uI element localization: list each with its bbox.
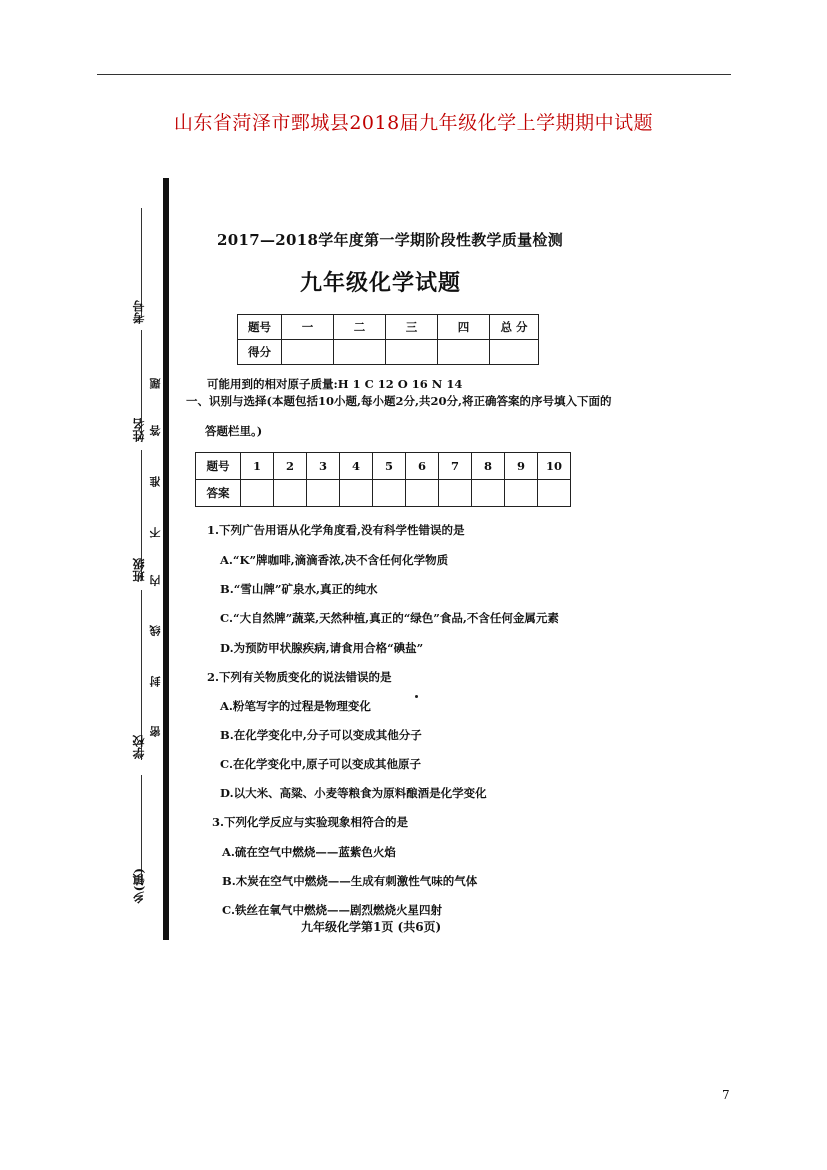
- answer-table-row: [196, 453, 571, 480]
- answer-cell: 3: [307, 453, 340, 480]
- answer-input-cell[interactable]: [505, 480, 538, 507]
- exam-page-footer: 九年级化学第1页 (共6页): [301, 920, 442, 934]
- answer-cell: 7: [439, 453, 472, 480]
- question-option: D.为预防甲状腺疾病,请食用合格“碘盐”: [220, 641, 424, 655]
- answer-cell: 4: [340, 453, 373, 480]
- score-input-cell[interactable]: [438, 340, 490, 365]
- question-option: A.粉笔写字的过程是物理变化: [220, 699, 371, 713]
- score-table-row: [238, 340, 539, 365]
- seal-char: 线: [149, 625, 162, 636]
- seal-char: 内: [149, 575, 162, 586]
- score-input-cell[interactable]: [386, 340, 438, 365]
- seal-char: 密: [149, 726, 162, 737]
- answer-input-cell[interactable]: [406, 480, 439, 507]
- exam-title: 九年级化学试题: [300, 270, 462, 296]
- answer-input-cell[interactable]: [340, 480, 373, 507]
- score-input-cell[interactable]: [282, 340, 334, 365]
- score-cell: 二: [334, 315, 386, 340]
- town-label: 乡(镇): [132, 868, 146, 904]
- scan-speck: [415, 695, 418, 698]
- binding-bar: [163, 178, 169, 940]
- answer-cell: 2: [274, 453, 307, 480]
- score-cell: 四: [438, 315, 490, 340]
- section1-instructions-cont: 答题栏里。): [205, 424, 263, 438]
- question-stem: 1.下列广告用语从化学角度看,没有科学性错误的是: [207, 523, 465, 537]
- question-option: C.“大自然牌”蔬菜,天然种植,真正的“绿色”食品,不含任何金属元素: [220, 611, 559, 625]
- question-option: A.硫在空气中燃烧——蓝紫色火焰: [222, 845, 396, 859]
- answer-input-cell[interactable]: [241, 480, 274, 507]
- seal-char: 准: [149, 476, 162, 487]
- score-input-cell[interactable]: [490, 340, 539, 365]
- exam-no-label: 考号: [132, 300, 146, 324]
- answer-input-cell[interactable]: [373, 480, 406, 507]
- answer-input-cell[interactable]: [274, 480, 307, 507]
- score-cell: 题号: [238, 315, 282, 340]
- school-label: 学校: [132, 735, 146, 759]
- answer-table: [195, 452, 571, 507]
- score-table: [237, 314, 539, 365]
- page-number: 7: [722, 1088, 730, 1102]
- answer-cell: 答案: [196, 480, 241, 507]
- answer-cell: 6: [406, 453, 439, 480]
- question-stem: 3.下列化学反应与实验现象相符合的是: [212, 815, 409, 829]
- name-label: 姓名: [132, 418, 146, 442]
- seal-char: 答: [149, 425, 162, 436]
- score-cell: 总 分: [490, 315, 539, 340]
- question-option: D.以大米、高粱、小麦等粮食为原料酿酒是化学变化: [220, 786, 487, 800]
- answer-input-cell[interactable]: [538, 480, 571, 507]
- answer-cell: 1: [241, 453, 274, 480]
- answer-cell: 9: [505, 453, 538, 480]
- question-option: B.“雪山牌”矿泉水,真正的纯水: [220, 582, 378, 596]
- score-cell: 三: [386, 315, 438, 340]
- answer-table-row: [196, 480, 571, 507]
- seal-char: 不: [149, 527, 162, 538]
- question-option: C.在化学变化中,原子可以变成其他原子: [220, 757, 421, 771]
- seal-char: 题: [149, 378, 162, 389]
- answer-input-cell[interactable]: [439, 480, 472, 507]
- score-table-row: [238, 315, 539, 340]
- question-stem: 2.下列有关物质变化的说法错误的是: [207, 670, 392, 684]
- score-cell: 得分: [238, 340, 282, 365]
- answer-cell: 8: [472, 453, 505, 480]
- section1-instructions: 一、识别与选择(本题包括10小题,每小题2分,共20分,将正确答案的序号填入下面的: [186, 394, 612, 408]
- score-input-cell[interactable]: [334, 340, 386, 365]
- question-option: A.“K”牌咖啡,滴滴香浓,决不含任何化学物质: [220, 553, 449, 567]
- score-cell: 一: [282, 315, 334, 340]
- answer-input-cell[interactable]: [307, 480, 340, 507]
- top-rule: [97, 74, 731, 75]
- document-title: 山东省菏泽市鄄城县2018届九年级化学上学期期中试题: [173, 112, 654, 134]
- answer-cell: 10: [538, 453, 571, 480]
- atomic-masses: 可能用到的相对原子质量:H 1 C 12 O 16 N 14: [207, 377, 463, 391]
- question-option: C.铁丝在氧气中燃烧——剧烈燃烧火星四射: [222, 903, 442, 917]
- class-label: 班级: [132, 558, 146, 582]
- answer-input-cell[interactable]: [472, 480, 505, 507]
- question-option: B.在化学变化中,分子可以变成其他分子: [220, 728, 422, 742]
- answer-cell: 题号: [196, 453, 241, 480]
- answer-cell: 5: [373, 453, 406, 480]
- exam-header: 2017—2018学年度第一学期阶段性教学质量检测: [217, 231, 563, 249]
- seal-char: 封: [149, 676, 162, 687]
- question-option: B.木炭在空气中燃烧——生成有刺激性气味的气体: [222, 874, 478, 888]
